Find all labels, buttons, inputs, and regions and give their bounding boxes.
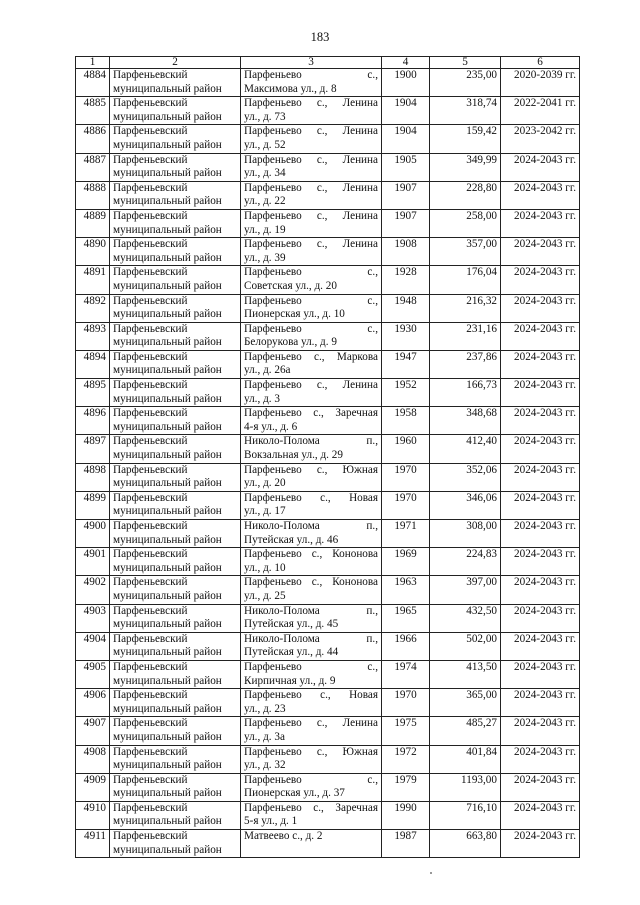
area-cell: 235,00 — [430, 69, 501, 97]
district-cell: Парфеньевский муниципальный район — [110, 689, 241, 717]
year-cell: 1928 — [382, 266, 430, 294]
address-line-1: Николо-Полома п., — [244, 435, 378, 448]
address-line-2: ул., д. 52 — [244, 138, 286, 151]
year-cell: 1975 — [382, 717, 430, 745]
address-line-2: Белорукова ул., д. 9 — [244, 336, 337, 349]
page-number: 183 — [310, 30, 330, 44]
year-cell: 1904 — [382, 97, 430, 125]
address-line-1: Парфеньево с., Ленина — [244, 153, 378, 166]
table-row — [76, 435, 580, 463]
table-row — [76, 660, 580, 688]
row-number-cell: 4897 — [76, 435, 110, 463]
table-row — [76, 689, 580, 717]
table-row — [76, 548, 580, 576]
year-cell: 1970 — [382, 689, 430, 717]
column-header: 3 — [241, 57, 382, 69]
period-cell: 2024-2043 гг. — [501, 238, 580, 266]
address-line-2: 4-я ул., д. 6 — [244, 420, 298, 433]
address-line-1: Парфеньево с., Ленина — [244, 209, 378, 222]
address-line-1: Парфеньево с., — [244, 69, 378, 81]
area-cell: 176,04 — [430, 266, 501, 294]
district-cell: Парфеньевский муниципальный район — [110, 435, 241, 463]
address-line-1: Николо-Полома п., — [244, 520, 378, 532]
area-cell: 716,10 — [430, 801, 501, 829]
year-cell: 1907 — [382, 209, 430, 237]
address-line-1: Парфеньево с., Южная — [244, 745, 378, 758]
table-row — [76, 153, 580, 181]
row-number-cell: 4904 — [76, 632, 110, 660]
area-cell: 159,42 — [430, 125, 501, 153]
period-cell: 2024-2043 гг. — [501, 548, 580, 576]
district-cell: Парфеньевский муниципальный район — [110, 604, 241, 632]
period-cell: 2024-2043 гг. — [501, 463, 580, 491]
address-cell — [241, 322, 382, 350]
year-cell: 1965 — [382, 604, 430, 632]
address-cell — [241, 266, 382, 294]
period-cell: 2024-2043 гг. — [501, 745, 580, 773]
table-row — [76, 294, 580, 322]
address-line-1: Парфеньево с., — [244, 660, 378, 673]
area-cell: 349,99 — [430, 153, 501, 181]
address-line-2: ул., д. 32 — [244, 759, 286, 772]
area-cell: 318,74 — [430, 97, 501, 125]
district-cell: Парфеньевский муниципальный район — [110, 717, 241, 745]
district-cell: Парфеньевский муниципальный район — [110, 181, 241, 209]
address-line-2: ул., д. 10 — [244, 561, 286, 574]
address-line-1: Парфеньево с., Заречная — [244, 407, 378, 420]
address-cell — [241, 463, 382, 491]
table-row — [76, 97, 580, 125]
table-row — [76, 830, 580, 858]
district-cell: Парфеньевский муниципальный район — [110, 632, 241, 660]
address-line-1: Парфеньево с., Ленина — [244, 379, 378, 392]
row-number-cell: 4887 — [76, 153, 110, 181]
row-number-cell: 4885 — [76, 97, 110, 125]
table-row — [76, 407, 580, 435]
year-cell: 1904 — [382, 125, 430, 153]
district-cell: Парфеньевский муниципальный район — [110, 491, 241, 519]
year-cell: 1969 — [382, 548, 430, 576]
address-line-1: Николо-Полома п., — [244, 632, 378, 645]
address-cell — [241, 745, 382, 773]
address-cell — [241, 689, 382, 717]
area-cell: 663,80 — [430, 830, 501, 858]
column-header: 1 — [76, 57, 110, 69]
district-cell: Парфеньевский муниципальный район — [110, 830, 241, 858]
period-cell: 2024-2043 гг. — [501, 181, 580, 209]
column-header: 4 — [382, 57, 430, 69]
row-number-cell: 4890 — [76, 238, 110, 266]
address-line-1: Парфеньево с., Южная — [244, 463, 378, 476]
table-row — [76, 69, 580, 97]
table-row — [76, 238, 580, 266]
district-cell: Парфеньевский муниципальный район — [110, 153, 241, 181]
address-line-2: Кирпичная ул., д. 9 — [244, 674, 336, 687]
district-cell: Парфеньевский муниципальный район — [110, 322, 241, 350]
table-row — [76, 266, 580, 294]
period-cell: 2024-2043 гг. — [501, 491, 580, 519]
year-cell: 1971 — [382, 520, 430, 548]
address-cell — [241, 576, 382, 604]
year-cell: 1958 — [382, 407, 430, 435]
address-line-1: Парфеньево с., Ленина — [244, 125, 378, 138]
row-number-cell: 4899 — [76, 491, 110, 519]
period-cell: 2024-2043 гг. — [501, 717, 580, 745]
row-number-cell: 4884 — [76, 69, 110, 97]
row-number-cell: 4896 — [76, 407, 110, 435]
year-cell: 1987 — [382, 830, 430, 858]
housing-register-table — [75, 56, 580, 858]
address-cell — [241, 181, 382, 209]
area-cell: 258,00 — [430, 209, 501, 237]
address-line-2: ул., д. 26а — [244, 364, 291, 377]
table-row — [76, 322, 580, 350]
header-row — [76, 57, 580, 69]
period-cell: 2024-2043 гг. — [501, 520, 580, 548]
row-number-cell: 4903 — [76, 604, 110, 632]
area-cell: 365,00 — [430, 689, 501, 717]
table-row — [76, 491, 580, 519]
row-number-cell: 4910 — [76, 801, 110, 829]
address-line-1: Парфеньево с., Кононова — [244, 548, 378, 561]
address-line-2: ул., д. 3 — [244, 392, 280, 405]
table-row — [76, 181, 580, 209]
table-row — [76, 350, 580, 378]
year-cell: 1970 — [382, 463, 430, 491]
address-line-2: ул., д. 23 — [244, 702, 286, 715]
address-line-2: Пионерская ул., д. 10 — [244, 308, 345, 321]
address-line-2: ул., д. 39 — [244, 251, 286, 264]
area-cell: 1193,00 — [430, 773, 501, 801]
address-line-2: Путейская ул., д. 46 — [244, 533, 339, 546]
period-cell: 2024-2043 гг. — [501, 689, 580, 717]
scan-speck — [430, 872, 432, 874]
address-line-1: Парфеньево с., — [244, 266, 378, 279]
period-cell: 2024-2043 гг. — [501, 604, 580, 632]
table-row — [76, 209, 580, 237]
row-number-cell: 4900 — [76, 520, 110, 548]
table-row — [76, 717, 580, 745]
year-cell: 1963 — [382, 576, 430, 604]
address-line-1: Парфеньево с., — [244, 322, 378, 335]
year-cell: 1930 — [382, 322, 430, 350]
row-number-cell: 4893 — [76, 322, 110, 350]
period-cell: 2024-2043 гг. — [501, 294, 580, 322]
district-cell: Парфеньевский муниципальный район — [110, 407, 241, 435]
row-number-cell: 4894 — [76, 350, 110, 378]
address-line-1: Парфеньево с., Ленина — [244, 717, 378, 730]
address-line-1: Парфеньево с., Новая — [244, 491, 378, 504]
address-cell — [241, 830, 382, 858]
address-cell — [241, 97, 382, 125]
address-line-1: Парфеньево с., Ленина — [244, 97, 378, 110]
address-line-2: ул., д. 17 — [244, 505, 286, 518]
area-cell: 397,00 — [430, 576, 501, 604]
table-row — [76, 125, 580, 153]
area-cell: 308,00 — [430, 520, 501, 548]
table-row — [76, 520, 580, 548]
table-row — [76, 379, 580, 407]
address-line-1: Парфеньево с., Новая — [244, 689, 378, 702]
row-number-cell: 4908 — [76, 745, 110, 773]
table-row — [76, 604, 580, 632]
table-row — [76, 745, 580, 773]
address-line-2: ул., д. 25 — [244, 589, 286, 602]
row-number-cell: 4911 — [76, 830, 110, 858]
column-header: 2 — [110, 57, 241, 69]
year-cell: 1948 — [382, 294, 430, 322]
district-cell: Парфеньевский муниципальный район — [110, 548, 241, 576]
address-line-1: Парфеньево с., — [244, 773, 378, 786]
address-line-2: Пионерская ул., д. 37 — [244, 787, 345, 800]
address-line-2: ул., д. 3а — [244, 730, 285, 743]
row-number-cell: 4891 — [76, 266, 110, 294]
area-cell: 502,00 — [430, 632, 501, 660]
row-number-cell: 4907 — [76, 717, 110, 745]
district-cell: Парфеньевский муниципальный район — [110, 350, 241, 378]
period-cell: 2024-2043 гг. — [501, 632, 580, 660]
period-cell: 2020-2039 гг. — [501, 69, 580, 97]
address-line-2: Вокзальная ул., д. 29 — [244, 449, 343, 462]
district-cell: Парфеньевский муниципальный район — [110, 463, 241, 491]
district-cell: Парфеньевский муниципальный район — [110, 69, 241, 97]
row-number-cell: 4888 — [76, 181, 110, 209]
address-line-2: ул., д. 22 — [244, 195, 286, 208]
row-number-cell: 4886 — [76, 125, 110, 153]
year-cell: 1908 — [382, 238, 430, 266]
row-number-cell: 4909 — [76, 773, 110, 801]
address-line-2: ул., д. 19 — [244, 223, 286, 236]
table-row — [76, 773, 580, 801]
address-cell — [241, 209, 382, 237]
period-cell: 2024-2043 гг. — [501, 209, 580, 237]
area-cell: 231,16 — [430, 322, 501, 350]
area-cell: 228,80 — [430, 181, 501, 209]
period-cell: 2024-2043 гг. — [501, 660, 580, 688]
area-cell: 401,84 — [430, 745, 501, 773]
address-line-1: Николо-Полома п., — [244, 604, 378, 617]
address-cell — [241, 435, 382, 463]
district-cell: Парфеньевский муниципальный район — [110, 576, 241, 604]
year-cell: 1905 — [382, 153, 430, 181]
period-cell: 2024-2043 гг. — [501, 576, 580, 604]
area-cell: 432,50 — [430, 604, 501, 632]
district-cell: Парфеньевский муниципальный район — [110, 520, 241, 548]
address-cell — [241, 717, 382, 745]
address-line-2: ул., д. 73 — [244, 110, 286, 123]
year-cell: 1974 — [382, 660, 430, 688]
column-header: 6 — [501, 57, 580, 69]
period-cell: 2024-2043 гг. — [501, 435, 580, 463]
area-cell: 413,50 — [430, 660, 501, 688]
row-number-cell: 4902 — [76, 576, 110, 604]
district-cell: Парфеньевский муниципальный район — [110, 379, 241, 407]
year-cell: 1900 — [382, 69, 430, 97]
year-cell: 1979 — [382, 773, 430, 801]
row-number-cell: 4901 — [76, 548, 110, 576]
district-cell: Парфеньевский муниципальный район — [110, 660, 241, 688]
row-number-cell: 4905 — [76, 660, 110, 688]
address-cell — [241, 604, 382, 632]
address-cell — [241, 801, 382, 829]
address-cell — [241, 379, 382, 407]
address-line-1: Матвеево с., д. 2 — [244, 830, 323, 843]
year-cell: 1947 — [382, 350, 430, 378]
address-cell — [241, 632, 382, 660]
period-cell: 2022-2041 гг. — [501, 97, 580, 125]
area-cell: 224,83 — [430, 548, 501, 576]
address-cell — [241, 350, 382, 378]
address-cell — [241, 69, 382, 97]
address-cell — [241, 660, 382, 688]
address-line-2: ул., д. 20 — [244, 477, 286, 490]
address-line-2: 5-я ул., д. 1 — [244, 815, 298, 828]
area-cell: 166,73 — [430, 379, 501, 407]
row-number-cell: 4898 — [76, 463, 110, 491]
period-cell: 2024-2043 гг. — [501, 322, 580, 350]
district-cell: Парфеньевский муниципальный район — [110, 773, 241, 801]
area-cell: 412,40 — [430, 435, 501, 463]
address-line-2: Советская ул., д. 20 — [244, 279, 337, 292]
row-number-cell: 4906 — [76, 689, 110, 717]
district-cell: Парфеньевский муниципальный район — [110, 238, 241, 266]
period-cell: 2023-2042 гг. — [501, 125, 580, 153]
row-number-cell: 4892 — [76, 294, 110, 322]
area-cell: 357,00 — [430, 238, 501, 266]
period-cell: 2024-2043 гг. — [501, 801, 580, 829]
period-cell: 2024-2043 гг. — [501, 830, 580, 858]
address-cell — [241, 491, 382, 519]
district-cell: Парфеньевский муниципальный район — [110, 745, 241, 773]
table-row — [76, 632, 580, 660]
area-cell: 485,27 — [430, 717, 501, 745]
district-cell: Парфеньевский муниципальный район — [110, 266, 241, 294]
address-line-2: Максимова ул., д. 8 — [244, 82, 337, 95]
district-cell: Парфеньевский муниципальный район — [110, 97, 241, 125]
address-line-1: Парфеньево с., — [244, 294, 378, 307]
period-cell: 2024-2043 гг. — [501, 407, 580, 435]
address-line-1: Парфеньево с., Маркова — [244, 350, 378, 363]
year-cell: 1966 — [382, 632, 430, 660]
year-cell: 1972 — [382, 745, 430, 773]
address-cell — [241, 407, 382, 435]
district-cell: Парфеньевский муниципальный район — [110, 209, 241, 237]
address-cell — [241, 125, 382, 153]
address-line-2: Путейская ул., д. 45 — [244, 618, 339, 631]
table-row — [76, 576, 580, 604]
row-number-cell: 4889 — [76, 209, 110, 237]
year-cell: 1990 — [382, 801, 430, 829]
table-row — [76, 463, 580, 491]
address-cell — [241, 520, 382, 548]
area-cell: 352,06 — [430, 463, 501, 491]
address-line-1: Парфеньево с., Кононова — [244, 576, 378, 589]
period-cell: 2024-2043 гг. — [501, 153, 580, 181]
district-cell: Парфеньевский муниципальный район — [110, 125, 241, 153]
address-line-1: Парфеньево с., Ленина — [244, 181, 378, 194]
period-cell: 2024-2043 гг. — [501, 350, 580, 378]
address-line-1: Парфеньево с., Ленина — [244, 238, 378, 251]
table-body — [76, 69, 580, 858]
address-cell — [241, 153, 382, 181]
row-number-cell: 4895 — [76, 379, 110, 407]
year-cell: 1960 — [382, 435, 430, 463]
address-line-2: ул., д. 34 — [244, 167, 286, 180]
period-cell: 2024-2043 гг. — [501, 773, 580, 801]
period-cell: 2024-2043 гг. — [501, 266, 580, 294]
year-cell: 1952 — [382, 379, 430, 407]
column-header: 5 — [430, 57, 501, 69]
year-cell: 1970 — [382, 491, 430, 519]
address-line-1: Парфеньево с., Заречная — [244, 801, 378, 814]
period-cell: 2024-2043 гг. — [501, 379, 580, 407]
address-cell — [241, 773, 382, 801]
year-cell: 1907 — [382, 181, 430, 209]
address-cell — [241, 238, 382, 266]
address-cell — [241, 548, 382, 576]
area-cell: 348,68 — [430, 407, 501, 435]
table-row — [76, 801, 580, 829]
area-cell: 237,86 — [430, 350, 501, 378]
district-cell: Парфеньевский муниципальный район — [110, 294, 241, 322]
address-cell — [241, 294, 382, 322]
district-cell: Парфеньевский муниципальный район — [110, 801, 241, 829]
address-line-2: Путейская ул., д. 44 — [244, 646, 339, 659]
area-cell: 346,06 — [430, 491, 501, 519]
area-cell: 216,32 — [430, 294, 501, 322]
